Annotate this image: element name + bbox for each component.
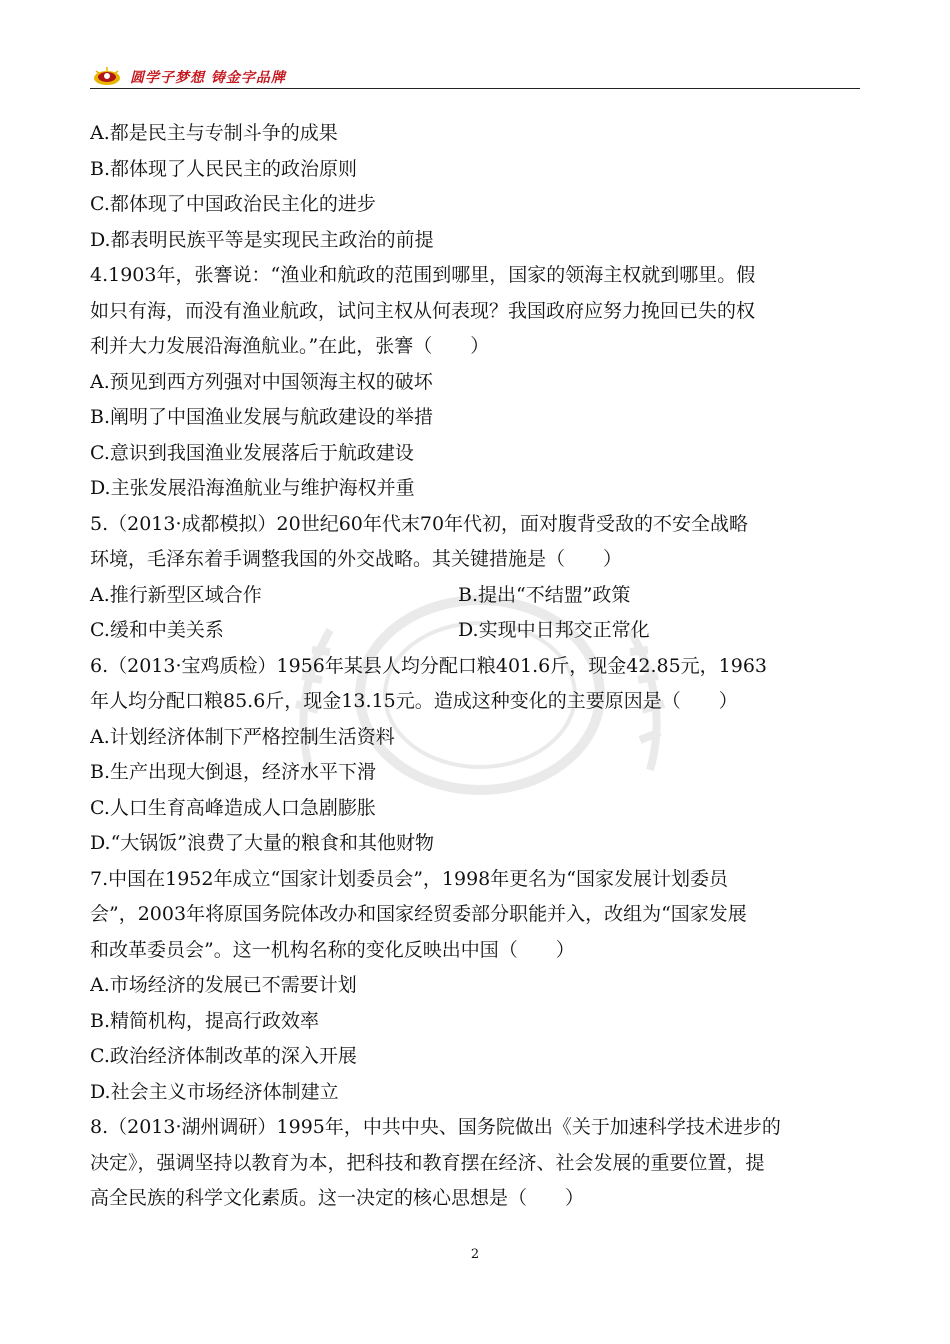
question-6-stem: 年人均分配口粮85.6斤，现金13.15元。造成这种变化的主要原因是（ ） [90,690,738,712]
page-number: 2 [470,1247,480,1262]
question-7-option: B.精简机构，提高行政效率 [90,1009,320,1032]
question-6-option: A.计划经济体制下严格控制生活资料 [90,725,395,748]
question-6-stem: 6.（2013·宝鸡质检）1956年某县人均分配口粮401.6斤，现金42.85元，1963 [90,654,768,677]
question-8-stem: 8.（2013·湖州调研）1995年，中共中央、国务院做出《关于加速科学技术进步的 [90,1116,781,1138]
question-7-option: C.政治经济体制改革的深入开展 [90,1045,357,1067]
question-6-option: D.“大锅饭”浪费了大量的粮食和其他财物 [90,832,435,854]
question-5-option: C.缓和中美关系 [90,619,224,641]
question-6-option: B.生产出现大倒退，经济水平下滑 [90,761,377,783]
text-line: D.都表明民族平等是实现民主政治的前提 [90,228,434,251]
question-8-stem: 高全民族的科学文化素质。这一决定的核心思想是（ ） [90,1187,585,1209]
question-5-stem: 5.（2013·成都模拟）20世纪60年代末70年代初，面对腹背受敌的不安全战略 [90,512,749,535]
question-5-options-row [90,613,860,649]
header-divider [90,88,860,89]
question-4-option: C.意识到我国渔业发展落后于航政建设 [90,441,414,464]
page-header [90,62,860,90]
brand-slogan: 圆学子梦想 铸金字品牌 [130,70,286,86]
text-line: B.都体现了人民民主的政治原则 [90,157,358,180]
question-4-stem: 利并大力发展沿海渔航业。”在此，张謇（ ） [90,335,490,357]
question-7-stem: 会”，2003年将原国务院体改办和国家经贸委部分职能并入，改组为“国家发展 [90,903,747,925]
question-5-options-row [90,578,860,614]
text-line: C.都体现了中国政治民主化的进步 [90,193,376,215]
question-7-stem: 7.中国在1952年成立“国家计划委员会”，1998年更名为“国家发展计划委员 [90,867,728,890]
question-7-option: D.社会主义市场经济体制建立 [90,1080,339,1103]
text-line: A.都是民主与专制斗争的成果 [90,122,338,144]
question-4-stem: 如只有海，而没有渔业航政，试问主权从何表现？我国政府应努力挽回已失的权 [90,299,756,322]
question-5-option: A.推行新型区域合作 [90,583,262,606]
question-4-option: B.阐明了中国渔业发展与航政建设的举措 [90,406,434,428]
question-content [90,116,860,1217]
question-6-option: C.人口生育高峰造成人口急剧膨胀 [90,796,376,819]
question-4-stem: 4.1903年，张謇说：“渔业和航政的范围到哪里，国家的领海主权就到哪里。假 [90,264,756,286]
question-5-option: B.提出“不结盟”政策 [458,583,631,606]
question-7-stem: 和改革委员会”。这一机构名称的变化反映出中国（ ） [90,938,575,961]
question-5-option: D.实现中日邦交正常化 [458,619,650,641]
question-7-option: A.市场经济的发展已不需要计划 [90,974,357,996]
question-8-stem: 决定》，强调坚持以教育为本，把科技和教育摆在经济、社会发展的重要位置，提 [90,1151,765,1174]
question-4-option: A.预见到西方列强对中国领海主权的破坏 [90,370,433,393]
question-5-stem: 环境，毛泽东着手调整我国的外交战略。其关键措施是（ ） [90,548,623,570]
question-4-option: D.主张发展沿海渔航业与维护海权并重 [90,477,415,499]
brand-logo-icon [92,65,122,87]
